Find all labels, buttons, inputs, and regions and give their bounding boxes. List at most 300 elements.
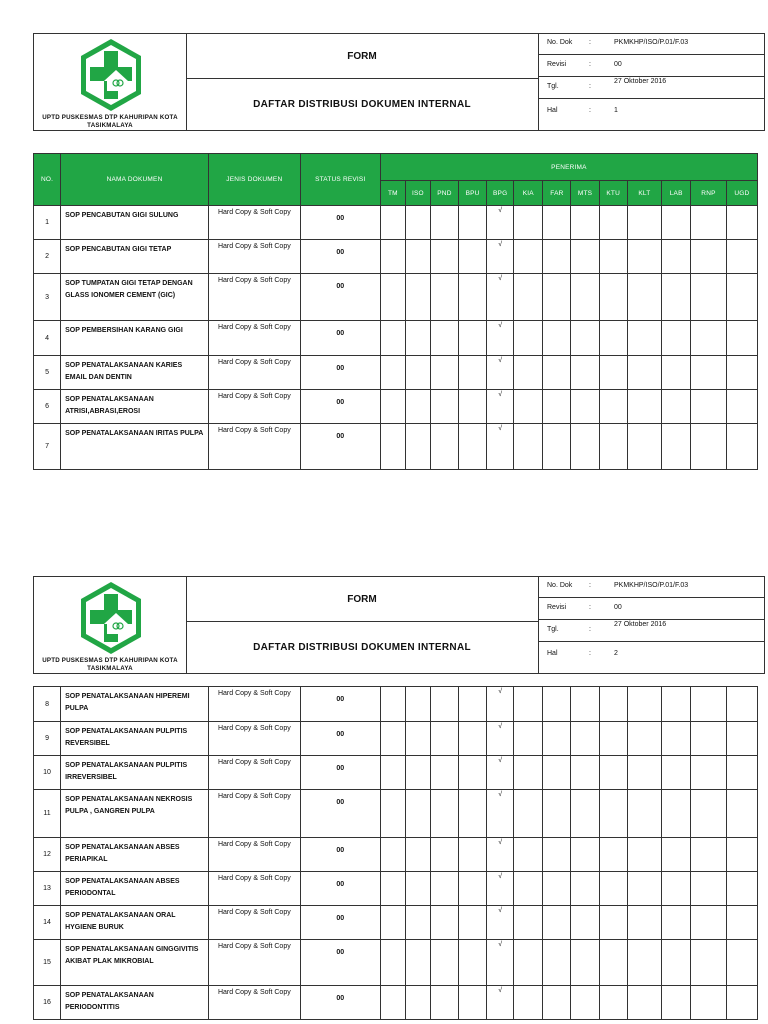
- distribution-table: [33, 686, 758, 1020]
- col-unit: LAB: [662, 181, 691, 206]
- table-row: [34, 790, 758, 838]
- recipient-cell: [430, 756, 458, 790]
- recipient-cell: [405, 906, 430, 940]
- revision-status: 00: [300, 790, 380, 838]
- recipient-cell: [571, 986, 599, 1020]
- recipient-cell: [514, 274, 543, 321]
- meta-value: PKMKHP/ISO/P.01/F.03: [614, 39, 689, 46]
- recipient-cell: [430, 986, 458, 1020]
- recipient-cell: [430, 940, 458, 986]
- meta-value: 00: [614, 604, 622, 611]
- document-type: Hard Copy & Soft Copy: [209, 274, 301, 321]
- divider: [539, 641, 765, 642]
- recipient-cell: [599, 390, 627, 424]
- document-title: DAFTAR DISTRIBUSI DOKUMEN INTERNAL: [253, 98, 471, 110]
- header-row: [34, 154, 758, 181]
- recipient-cell: [459, 424, 487, 470]
- form-header: [33, 33, 765, 131]
- form-title: FORM: [186, 577, 538, 622]
- recipient-cell: [726, 687, 757, 722]
- meta-label: No. Dok: [547, 39, 573, 46]
- divider: [539, 54, 765, 55]
- row-number: 13: [34, 872, 61, 906]
- recipient-cell: [380, 321, 405, 356]
- document-name: SOP PENATALAKSANAAN PULPITIS REVERSIBEL: [61, 722, 209, 756]
- table-row: [34, 872, 758, 906]
- document-name: SOP PENATALAKSANAAN ORAL HYGIENE BURUK: [61, 906, 209, 940]
- recipient-cell: [459, 722, 487, 756]
- recipient-cell: [405, 424, 430, 470]
- recipient-cell: [380, 687, 405, 722]
- document-type: Hard Copy & Soft Copy: [209, 356, 301, 390]
- recipient-cell: [691, 274, 726, 321]
- recipient-cell: [691, 240, 726, 274]
- recipient-cell: [543, 940, 571, 986]
- meta-cell: [538, 577, 765, 673]
- divider: [539, 98, 765, 99]
- recipient-cell: √: [487, 940, 514, 986]
- document-type: Hard Copy & Soft Copy: [209, 321, 301, 356]
- document-type: Hard Copy & Soft Copy: [209, 790, 301, 838]
- recipient-cell: [430, 390, 458, 424]
- divider: [539, 597, 765, 598]
- recipient-cell: [459, 838, 487, 872]
- recipient-cell: [459, 756, 487, 790]
- meta-colon: :: [589, 582, 591, 589]
- recipient-cell: [430, 356, 458, 390]
- recipient-cell: [599, 906, 627, 940]
- recipient-cell: [599, 790, 627, 838]
- recipient-cell: √: [487, 986, 514, 1020]
- distribution-table: [33, 153, 758, 470]
- table-row: [34, 356, 758, 390]
- recipient-cell: [627, 872, 661, 906]
- recipient-cell: [627, 756, 661, 790]
- recipient-cell: [380, 722, 405, 756]
- recipient-cell: [571, 790, 599, 838]
- document-type: Hard Copy & Soft Copy: [209, 687, 301, 722]
- recipient-cell: [380, 940, 405, 986]
- revision-status: 00: [300, 424, 380, 470]
- divider: [539, 76, 765, 77]
- recipient-cell: [459, 940, 487, 986]
- recipient-cell: [691, 906, 726, 940]
- table-row: [34, 206, 758, 240]
- recipient-cell: [571, 274, 599, 321]
- row-number: 3: [34, 274, 61, 321]
- recipient-cell: [662, 872, 691, 906]
- recipient-cell: [662, 790, 691, 838]
- recipient-cell: [380, 274, 405, 321]
- meta-value: 00: [614, 61, 622, 68]
- table-body: [34, 687, 758, 1020]
- revision-status: 00: [300, 722, 380, 756]
- recipient-cell: [599, 206, 627, 240]
- recipient-cell: [571, 321, 599, 356]
- recipient-cell: [459, 356, 487, 390]
- recipient-cell: √: [487, 722, 514, 756]
- recipient-cell: [543, 356, 571, 390]
- document-title: DAFTAR DISTRIBUSI DOKUMEN INTERNAL: [253, 641, 471, 653]
- meta-colon: :: [589, 626, 591, 633]
- revision-status: 00: [300, 356, 380, 390]
- institution-name: UPTD PUSKESMAS DTP KAHURIPAN KOTA TASIKMALAYA: [42, 657, 178, 672]
- meta-label: Hal: [547, 107, 558, 114]
- meta-value: 2: [614, 650, 618, 657]
- recipient-cell: [459, 206, 487, 240]
- document-name: SOP PENATALAKSANAAN GINGGIVITIS AKIBAT PLAK MIKROBIAL: [61, 940, 209, 986]
- recipient-cell: [459, 321, 487, 356]
- recipient-cell: [662, 274, 691, 321]
- row-number: 2: [34, 240, 61, 274]
- recipient-cell: [627, 274, 661, 321]
- meta-colon: :: [589, 83, 591, 90]
- document-type: Hard Copy & Soft Copy: [209, 940, 301, 986]
- recipient-cell: [627, 321, 661, 356]
- table-row: [34, 274, 758, 321]
- document-type: Hard Copy & Soft Copy: [209, 872, 301, 906]
- recipient-cell: √: [487, 274, 514, 321]
- recipient-cell: [543, 274, 571, 321]
- recipient-cell: [726, 424, 757, 470]
- recipient-cell: √: [487, 206, 514, 240]
- recipient-cell: √: [487, 687, 514, 722]
- recipient-cell: [599, 424, 627, 470]
- recipient-cell: [599, 838, 627, 872]
- recipient-cell: [543, 206, 571, 240]
- recipient-cell: [726, 906, 757, 940]
- col-nama-dokumen: NAMA DOKUMEN: [61, 154, 209, 206]
- col-unit: BPU: [459, 181, 487, 206]
- recipient-cell: [514, 240, 543, 274]
- document-type: Hard Copy & Soft Copy: [209, 722, 301, 756]
- meta-value: 1: [614, 107, 618, 114]
- col-unit: BPG: [487, 181, 514, 206]
- meta-colon: :: [589, 61, 591, 68]
- recipient-cell: [662, 321, 691, 356]
- recipient-cell: [662, 756, 691, 790]
- recipient-cell: [459, 390, 487, 424]
- meta-label: Revisi: [547, 604, 567, 611]
- recipient-cell: [514, 424, 543, 470]
- document-name: SOP PENATALAKSANAAN ABSES PERIODONTAL: [61, 872, 209, 906]
- recipient-cell: [691, 756, 726, 790]
- recipient-cell: [691, 687, 726, 722]
- recipient-cell: [571, 940, 599, 986]
- recipient-cell: [543, 321, 571, 356]
- recipient-cell: [726, 790, 757, 838]
- form-title: FORM: [186, 34, 538, 79]
- recipient-cell: [380, 838, 405, 872]
- table-row: [34, 687, 758, 722]
- meta-label: Revisi: [547, 61, 567, 68]
- recipient-cell: [691, 424, 726, 470]
- table-row: [34, 940, 758, 986]
- col-penerima: PENERIMA: [380, 154, 757, 181]
- recipient-cell: [459, 240, 487, 274]
- recipient-cell: [726, 356, 757, 390]
- recipient-cell: [691, 790, 726, 838]
- document-type: Hard Copy & Soft Copy: [209, 424, 301, 470]
- recipient-cell: √: [487, 390, 514, 424]
- document-name: SOP PEMBERSIHAN KARANG GIGI: [61, 321, 209, 356]
- form-header: [33, 576, 765, 674]
- recipient-cell: [627, 838, 661, 872]
- recipient-cell: [430, 424, 458, 470]
- col-no: NO.: [34, 154, 61, 206]
- recipient-cell: [514, 321, 543, 356]
- row-number: 16: [34, 986, 61, 1020]
- recipient-cell: [726, 240, 757, 274]
- recipient-cell: [726, 756, 757, 790]
- recipient-cell: [691, 872, 726, 906]
- recipient-cell: √: [487, 356, 514, 390]
- recipient-cell: [430, 687, 458, 722]
- recipient-cell: [514, 986, 543, 1020]
- recipient-cell: [691, 356, 726, 390]
- meta-colon: :: [589, 604, 591, 611]
- row-number: 10: [34, 756, 61, 790]
- meta-value: 27 Oktober 2016: [614, 621, 667, 628]
- recipient-cell: [571, 687, 599, 722]
- col-unit: ISO: [405, 181, 430, 206]
- recipient-cell: [380, 872, 405, 906]
- recipient-cell: [599, 687, 627, 722]
- recipient-cell: [662, 722, 691, 756]
- recipient-cell: √: [487, 240, 514, 274]
- logo-cell: [34, 34, 187, 130]
- recipient-cell: √: [487, 756, 514, 790]
- col-unit: KTU: [599, 181, 627, 206]
- recipient-cell: [405, 240, 430, 274]
- recipient-cell: [380, 756, 405, 790]
- table-row: [34, 906, 758, 940]
- recipient-cell: [514, 687, 543, 722]
- revision-status: 00: [300, 240, 380, 274]
- recipient-cell: [405, 872, 430, 906]
- recipient-cell: [405, 274, 430, 321]
- recipient-cell: [571, 206, 599, 240]
- recipient-cell: [726, 722, 757, 756]
- recipient-cell: [599, 321, 627, 356]
- recipient-cell: [599, 356, 627, 390]
- recipient-cell: [405, 206, 430, 240]
- recipient-cell: [514, 390, 543, 424]
- recipient-cell: [662, 424, 691, 470]
- recipient-cell: [514, 906, 543, 940]
- logo-cell: [34, 577, 187, 673]
- recipient-cell: √: [487, 872, 514, 906]
- table-row: [34, 838, 758, 872]
- recipient-cell: [514, 872, 543, 906]
- recipient-cell: [405, 390, 430, 424]
- recipient-cell: [405, 940, 430, 986]
- recipient-cell: [543, 838, 571, 872]
- recipient-cell: [662, 838, 691, 872]
- meta-colon: :: [589, 650, 591, 657]
- recipient-cell: [571, 872, 599, 906]
- recipient-cell: [726, 321, 757, 356]
- col-status-revisi: STATUS REVISI: [300, 154, 380, 206]
- recipient-cell: [662, 206, 691, 240]
- revision-status: 00: [300, 390, 380, 424]
- recipient-cell: [662, 240, 691, 274]
- recipient-cell: [662, 986, 691, 1020]
- recipient-cell: [627, 390, 661, 424]
- revision-status: 00: [300, 274, 380, 321]
- recipient-cell: [514, 838, 543, 872]
- recipient-cell: [430, 274, 458, 321]
- recipient-cell: [430, 872, 458, 906]
- document-name: SOP TUMPATAN GIGI TETAP DENGAN GLASS IONOMER CEMENT (GIC): [61, 274, 209, 321]
- recipient-cell: [627, 687, 661, 722]
- row-number: 11: [34, 790, 61, 838]
- recipient-cell: [691, 838, 726, 872]
- recipient-cell: [430, 790, 458, 838]
- table-body: [34, 206, 758, 470]
- recipient-cell: [459, 906, 487, 940]
- row-number: 4: [34, 321, 61, 356]
- col-unit: TM: [380, 181, 405, 206]
- document-name: SOP PENATALAKSANAAN ABSES PERIAPIKAL: [61, 838, 209, 872]
- recipient-cell: [571, 240, 599, 274]
- recipient-cell: [599, 722, 627, 756]
- meta-label: Tgl.: [547, 83, 559, 90]
- recipient-cell: √: [487, 321, 514, 356]
- recipient-cell: [514, 206, 543, 240]
- table-row: [34, 390, 758, 424]
- table-row: [34, 321, 758, 356]
- recipient-cell: [405, 838, 430, 872]
- recipient-cell: [726, 940, 757, 986]
- revision-status: 00: [300, 986, 380, 1020]
- recipient-cell: [405, 356, 430, 390]
- table-row: [34, 722, 758, 756]
- col-unit: KLT: [627, 181, 661, 206]
- recipient-cell: [514, 940, 543, 986]
- recipient-cell: [405, 321, 430, 356]
- recipient-cell: [691, 390, 726, 424]
- recipient-cell: [514, 356, 543, 390]
- divider: [539, 619, 765, 620]
- recipient-cell: [380, 390, 405, 424]
- recipient-cell: [405, 722, 430, 756]
- col-unit: FAR: [543, 181, 571, 206]
- recipient-cell: [514, 790, 543, 838]
- recipient-cell: [627, 790, 661, 838]
- recipient-cell: √: [487, 790, 514, 838]
- document-type: Hard Copy & Soft Copy: [209, 240, 301, 274]
- document-type: Hard Copy & Soft Copy: [209, 206, 301, 240]
- recipient-cell: [627, 356, 661, 390]
- recipient-cell: [405, 986, 430, 1020]
- row-number: 9: [34, 722, 61, 756]
- meta-value: PKMKHP/ISO/P.01/F.03: [614, 582, 689, 589]
- recipient-cell: [691, 986, 726, 1020]
- table-row: [34, 240, 758, 274]
- recipient-cell: √: [487, 838, 514, 872]
- meta-colon: :: [589, 39, 591, 46]
- table-row: [34, 986, 758, 1020]
- recipient-cell: [726, 872, 757, 906]
- recipient-cell: [627, 240, 661, 274]
- meta-cell: [538, 34, 765, 130]
- document-name: SOP PENATALAKSANAAN IRITAS PULPA: [61, 424, 209, 470]
- revision-status: 00: [300, 940, 380, 986]
- col-unit: MTS: [571, 181, 599, 206]
- recipient-cell: [430, 906, 458, 940]
- revision-status: 00: [300, 321, 380, 356]
- row-number: 1: [34, 206, 61, 240]
- col-unit: RNP: [691, 181, 726, 206]
- document-name: SOP PENATALAKSANAAN ATRISI,ABRASI,EROSI: [61, 390, 209, 424]
- table-row: [34, 756, 758, 790]
- recipient-cell: [627, 424, 661, 470]
- revision-status: 00: [300, 206, 380, 240]
- document-name: SOP PENATALAKSANAAN HIPEREMI PULPA: [61, 687, 209, 722]
- recipient-cell: [571, 838, 599, 872]
- recipient-cell: [459, 872, 487, 906]
- row-number: 6: [34, 390, 61, 424]
- recipient-cell: [459, 274, 487, 321]
- recipient-cell: [691, 940, 726, 986]
- recipient-cell: [543, 240, 571, 274]
- meta-label: No. Dok: [547, 582, 573, 589]
- document-name: SOP PENATALAKSANAAN PERIODONTITIS: [61, 986, 209, 1020]
- puskesmas-logo-icon: [78, 580, 144, 656]
- recipient-cell: [599, 940, 627, 986]
- recipient-cell: [543, 722, 571, 756]
- recipient-cell: [405, 687, 430, 722]
- row-number: 12: [34, 838, 61, 872]
- recipient-cell: [514, 756, 543, 790]
- col-jenis-dokumen: JENIS DOKUMEN: [209, 154, 301, 206]
- recipient-cell: [726, 986, 757, 1020]
- document-type: Hard Copy & Soft Copy: [209, 906, 301, 940]
- meta-colon: :: [589, 107, 591, 114]
- recipient-cell: [599, 986, 627, 1020]
- recipient-cell: [459, 687, 487, 722]
- institution-name: UPTD PUSKESMAS DTP KAHURIPAN KOTA TASIKMALAYA: [42, 114, 178, 129]
- row-number: 14: [34, 906, 61, 940]
- revision-status: 00: [300, 838, 380, 872]
- recipient-cell: [627, 940, 661, 986]
- recipient-cell: [543, 906, 571, 940]
- revision-status: 00: [300, 872, 380, 906]
- recipient-cell: [543, 986, 571, 1020]
- title-cell: [186, 577, 538, 673]
- revision-status: 00: [300, 756, 380, 790]
- recipient-cell: [662, 390, 691, 424]
- recipient-cell: [430, 838, 458, 872]
- recipient-cell: [380, 986, 405, 1020]
- recipient-cell: [430, 722, 458, 756]
- recipient-cell: [599, 240, 627, 274]
- recipient-cell: [543, 872, 571, 906]
- document-name: SOP PENCABUTAN GIGI TETAP: [61, 240, 209, 274]
- table-row: [34, 424, 758, 470]
- recipient-cell: [627, 206, 661, 240]
- col-unit: UGD: [726, 181, 757, 206]
- puskesmas-logo-icon: [78, 37, 144, 113]
- title-cell: [186, 34, 538, 130]
- document-name: SOP PENATALAKSANAAN NEKROSIS PULPA , GANGREN PULPA: [61, 790, 209, 838]
- recipient-cell: [691, 321, 726, 356]
- document-name: SOP PENCABUTAN GIGI SULUNG: [61, 206, 209, 240]
- revision-status: 00: [300, 687, 380, 722]
- row-number: 5: [34, 356, 61, 390]
- meta-value: 27 Oktober 2016: [614, 78, 667, 85]
